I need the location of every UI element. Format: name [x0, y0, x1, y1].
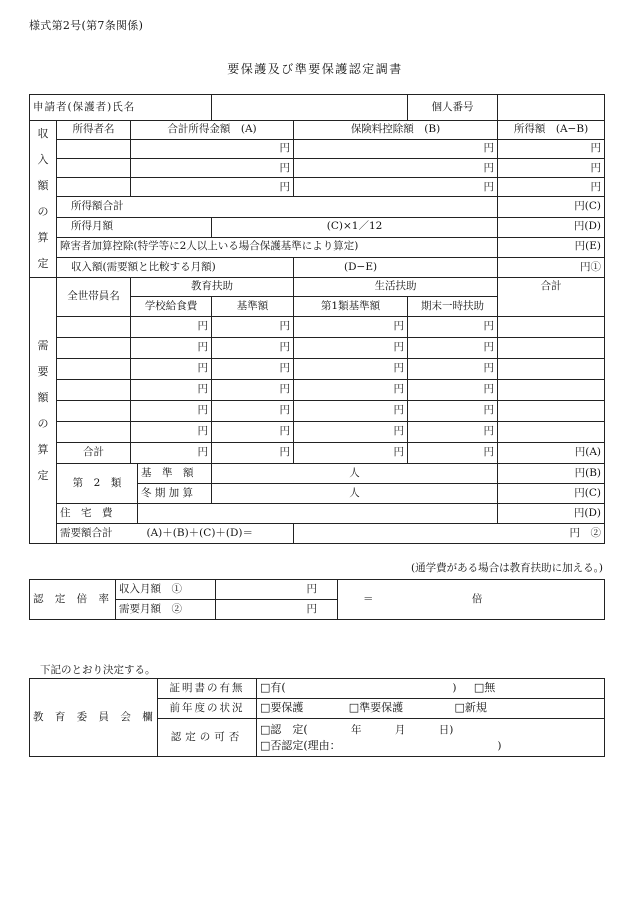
monthly-demand-ratio-label: 需要月額 ②	[116, 600, 216, 620]
demand-grand-total-label: 需要額合計 (A)＋(B)＋(C)＋(D)＝	[57, 524, 294, 544]
housing-label: 住 宅 費	[57, 504, 138, 524]
earner-name-field[interactable]	[57, 140, 131, 159]
member-name-field[interactable]	[57, 422, 131, 443]
class2-base-persons[interactable]: 人	[212, 464, 498, 484]
previous-year-label: 前年度の状況	[158, 699, 257, 719]
class1-field[interactable]: 円	[294, 338, 408, 359]
class2-base-label: 基 準 額	[138, 464, 212, 484]
base-total-field[interactable]: 円	[212, 443, 294, 464]
class1-field[interactable]: 円	[294, 317, 408, 338]
school-lunch-field[interactable]: 円	[131, 422, 212, 443]
demand-row	[30, 422, 605, 443]
row-total-field[interactable]	[498, 359, 605, 380]
demand-row	[30, 401, 605, 422]
disability-deduction-label: 障害者加算控除(特学等に2人以上いる場合保護基準により算定)	[57, 237, 498, 257]
row-total-field[interactable]	[498, 380, 605, 401]
income-row	[30, 178, 605, 197]
approve-month[interactable]: 月	[394, 723, 406, 736]
monthly-income-ratio-field[interactable]: 円	[216, 580, 338, 600]
ratio-label: 認 定 倍 率	[30, 580, 116, 620]
total-income-field[interactable]: 円	[131, 159, 294, 178]
demand-grand-total-field[interactable]: 円 ②	[294, 524, 605, 544]
winter-addition-persons[interactable]: 人	[212, 484, 498, 504]
certificate-no-checkbox[interactable]: □無	[473, 681, 496, 695]
ratio-table	[29, 579, 605, 620]
class1-field[interactable]: 円	[294, 380, 408, 401]
class1-field[interactable]: 円	[294, 401, 408, 422]
previous-year-options	[257, 699, 605, 719]
previous-protected-checkbox[interactable]: □要保護	[260, 701, 304, 715]
class1-field[interactable]: 円	[294, 359, 408, 380]
monthly-income-formula: (C)×1／12	[212, 217, 498, 237]
demand-row	[30, 380, 605, 401]
income-row	[30, 159, 605, 178]
winter-addition-label: 冬 期 加 算	[138, 484, 212, 504]
id-number-field[interactable]	[498, 95, 605, 121]
col-yearend-aid: 期末一時扶助	[408, 297, 498, 317]
insurance-field[interactable]: 円	[294, 140, 498, 159]
col-demand-total: 合計	[498, 278, 605, 317]
income-amount-formula: (D−E)	[294, 257, 498, 277]
certificate-close-paren: )	[452, 682, 457, 695]
earner-name-field[interactable]	[57, 159, 131, 178]
base-amount-field[interactable]: 円	[212, 359, 294, 380]
monthly-income-field[interactable]: 円(D)	[498, 217, 605, 237]
deny-checkbox[interactable]: □否認定(理由：	[260, 738, 341, 752]
previous-semi-protected-checkbox[interactable]: □準要保護	[348, 701, 404, 715]
col-base-amount: 基準額	[212, 297, 294, 317]
col-education-aid: 教育扶助	[131, 278, 294, 297]
school-lunch-field[interactable]: 円	[131, 338, 212, 359]
certificate-options	[257, 679, 605, 699]
yearend-field[interactable]: 円	[408, 338, 498, 359]
col-class1-base: 第1類基準額	[294, 297, 408, 317]
class1-field[interactable]: 円	[294, 422, 408, 443]
approve-year[interactable]: 年	[351, 723, 362, 736]
member-name-field[interactable]	[57, 401, 131, 422]
class1-total-field[interactable]: 円	[294, 443, 408, 464]
id-number-label: 個人番号	[408, 95, 498, 121]
income-amount-field[interactable]: 円	[498, 159, 605, 178]
demand-total-label: 合計	[57, 443, 131, 464]
col-school-lunch: 学校給食費	[131, 297, 212, 317]
row-total-field[interactable]	[498, 422, 605, 443]
certificate-label: 証明書の有無	[158, 679, 257, 699]
income-sum-label: 所得額合計	[57, 197, 498, 217]
income-sum-field[interactable]: 円(C)	[498, 197, 605, 217]
member-name-field[interactable]	[57, 338, 131, 359]
col-total-income: 合計所得金額 (A)	[131, 121, 294, 140]
school-lunch-field[interactable]: 円	[131, 317, 212, 338]
member-name-field[interactable]	[57, 317, 131, 338]
disability-deduction-field[interactable]: 円(E)	[498, 237, 605, 257]
col-earner-name: 所得者名	[57, 121, 131, 140]
total-income-field[interactable]: 円	[131, 140, 294, 159]
previous-new-checkbox[interactable]: □新規	[454, 701, 487, 715]
decision-table	[29, 678, 605, 757]
demand-row	[30, 359, 605, 380]
income-amount-field[interactable]: 円	[498, 140, 605, 159]
yearend-field[interactable]: 円	[408, 380, 498, 401]
row-total-field[interactable]	[498, 401, 605, 422]
col-household-member: 全世帯員名	[57, 278, 131, 317]
decision-intro: 下記のとおり決定する。	[40, 664, 156, 676]
col-income-amount: 所得額 (A−B)	[498, 121, 605, 140]
yearend-total-field[interactable]: 円	[408, 443, 498, 464]
housing-amount-field[interactable]: 円(D)	[498, 504, 605, 524]
monthly-income-label: 所得月額	[57, 217, 212, 237]
winter-addition-field[interactable]: 円(C)	[498, 484, 605, 504]
monthly-income-ratio-label: 収入月額 ①	[116, 580, 216, 600]
form-number: 様式第2号(第7条関係)	[29, 19, 144, 32]
applicant-name-field[interactable]	[212, 95, 408, 121]
board-label: 教 育 委 員 会 欄	[30, 679, 158, 757]
school-lunch-field[interactable]: 円	[131, 359, 212, 380]
school-lunch-total-field[interactable]: 円	[131, 443, 212, 464]
base-amount-field[interactable]: 円	[212, 317, 294, 338]
class2-base-field[interactable]: 円(B)	[498, 464, 605, 484]
income-row	[30, 140, 605, 159]
yearend-field[interactable]: 円	[408, 401, 498, 422]
base-amount-field[interactable]: 円	[212, 422, 294, 443]
insurance-field[interactable]: 円	[294, 178, 498, 197]
demand-row	[30, 338, 605, 359]
yearend-field[interactable]: 円	[408, 359, 498, 380]
member-name-field[interactable]	[57, 380, 131, 401]
base-amount-field[interactable]: 円	[212, 380, 294, 401]
demand-row	[30, 317, 605, 338]
income-amount-total-field[interactable]: 円①	[498, 257, 605, 277]
income-section-label: 収 入 額 の 算 定	[30, 121, 57, 278]
row-total-field[interactable]	[498, 338, 605, 359]
earner-name-field[interactable]	[57, 178, 131, 197]
times-unit: 倍	[471, 592, 483, 605]
deny-close-paren: )	[497, 739, 502, 752]
monthly-demand-ratio-field[interactable]: 円	[216, 600, 338, 620]
base-amount-field[interactable]: 円	[212, 338, 294, 359]
demand-section-label: 需 要 額 の 算 定	[30, 278, 57, 544]
certificate-yes-checkbox[interactable]: □有(	[260, 681, 286, 695]
grand-total-a-field[interactable]: 円(A)	[498, 443, 605, 464]
income-amount-field[interactable]: 円	[498, 178, 605, 197]
main-form-table	[29, 94, 605, 544]
yearend-field[interactable]: 円	[408, 422, 498, 443]
yearend-field[interactable]: 円	[408, 317, 498, 338]
member-name-field[interactable]	[57, 359, 131, 380]
equals-sign: ＝	[363, 592, 374, 605]
row-total-field[interactable]	[498, 317, 605, 338]
applicant-label: 申請者(保護者)氏名	[30, 95, 212, 121]
approve-checkbox[interactable]: □認 定(	[260, 722, 308, 736]
ratio-result-field[interactable]	[338, 580, 605, 620]
document-title: 要保護及び準要保護認定調書	[227, 62, 403, 76]
col-insurance-deduction: 保険料控除額 (B)	[294, 121, 498, 140]
approval-label: 認定の可否	[158, 719, 257, 757]
approve-day[interactable]: 日)	[438, 723, 454, 736]
approval-options	[257, 719, 605, 757]
housing-field[interactable]	[138, 504, 498, 524]
total-income-field[interactable]: 円	[131, 178, 294, 197]
class2-label: 第 2 類	[57, 464, 138, 504]
school-lunch-field[interactable]: 円	[131, 380, 212, 401]
base-amount-field[interactable]: 円	[212, 401, 294, 422]
insurance-field[interactable]: 円	[294, 159, 498, 178]
school-lunch-field[interactable]: 円	[131, 401, 212, 422]
commute-note: (通学費がある場合は教育扶助に加える。)	[411, 562, 603, 574]
col-livelihood-aid: 生活扶助	[294, 278, 498, 297]
income-amount-label: 収入額(需要額と比較する月額)	[57, 257, 294, 277]
